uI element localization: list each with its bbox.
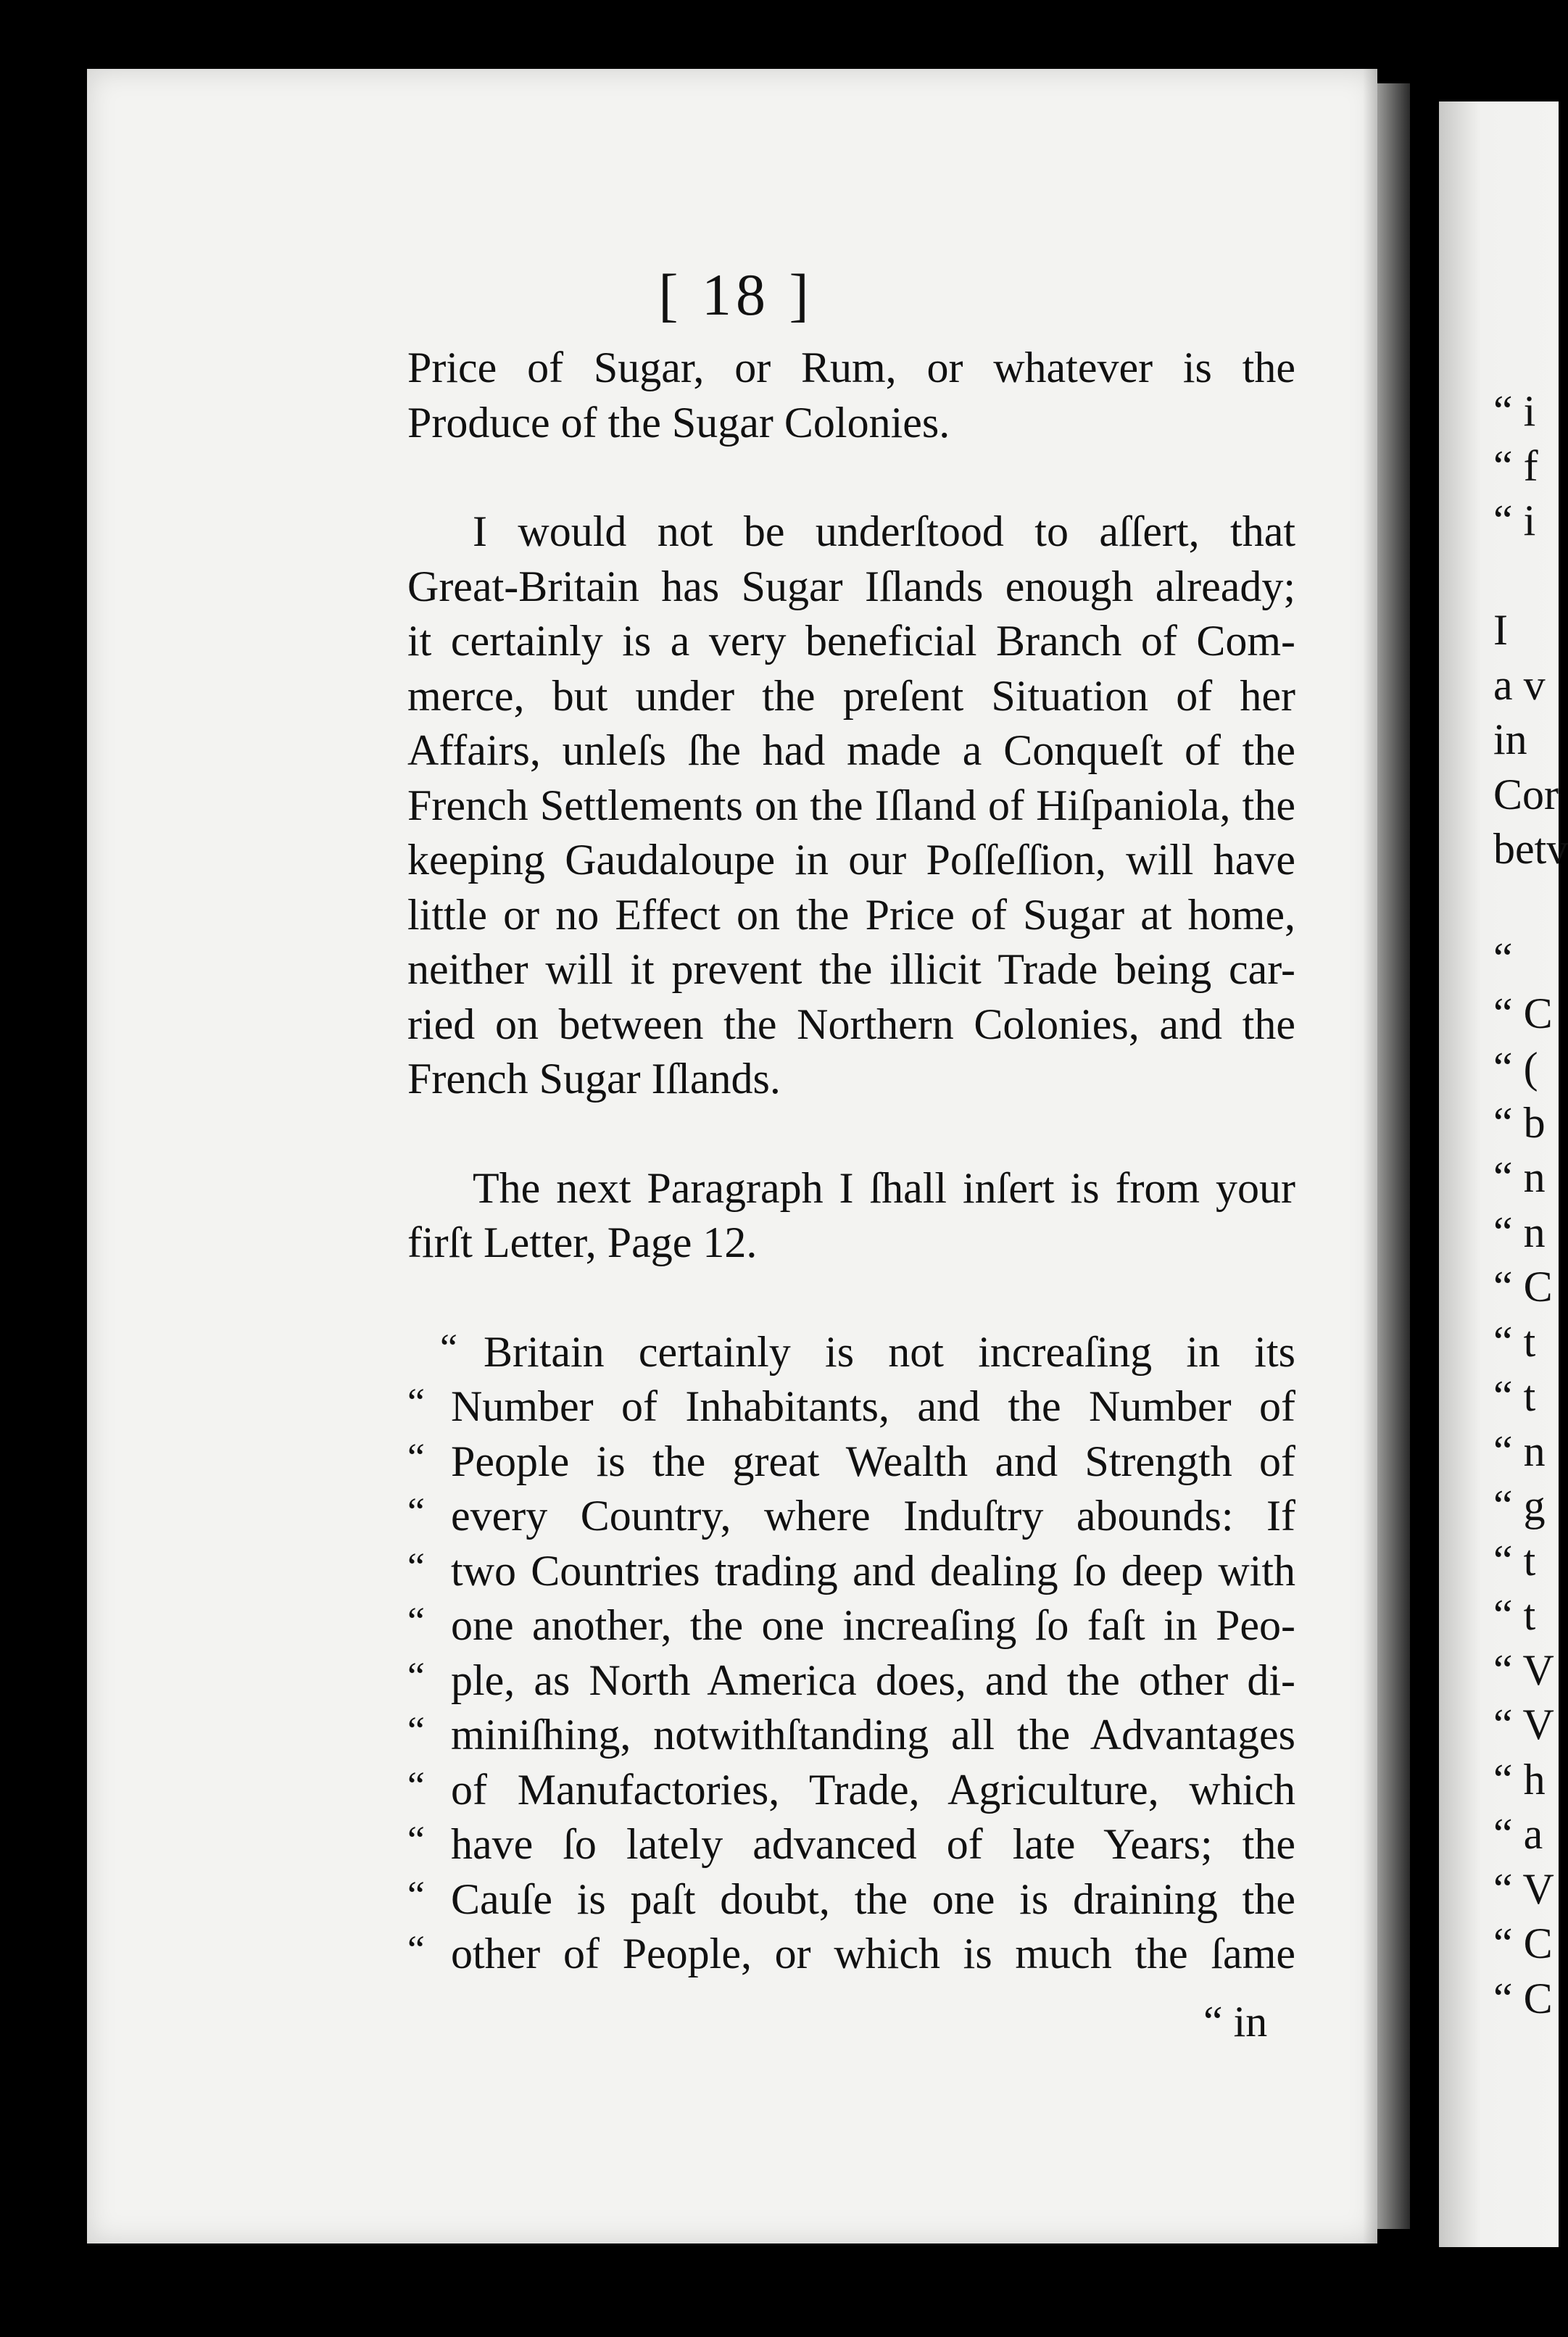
quote-mark: “ xyxy=(407,1653,425,1698)
fragment-line: “ V xyxy=(1493,1864,1554,1913)
quote-text: other of People, or which is much the ſame xyxy=(451,1930,1295,1977)
quote-line xyxy=(440,1325,1295,1380)
fragment-line: “ g xyxy=(1493,1482,1546,1529)
quote-line xyxy=(407,1544,1295,1599)
fragment-line: “ a xyxy=(1493,1810,1543,1858)
text-line: French Sugar Iſlands. xyxy=(407,1055,781,1103)
quote-text: People is the great Wealth and Strength of xyxy=(451,1437,1295,1485)
fragment-line: a v xyxy=(1493,660,1546,709)
quote-line xyxy=(407,1379,1295,1435)
fragment-line: “ t xyxy=(1493,1372,1536,1420)
fragment-line: “ n xyxy=(1493,1153,1546,1201)
fragment-line: I xyxy=(1493,606,1508,654)
quote-mark: “ xyxy=(407,1763,425,1807)
quote-mark: “ xyxy=(440,1325,457,1369)
text-line: Great-Britain has Sugar Iſlands enough already; xyxy=(407,562,1295,610)
quote-text: miniſhing, notwithſtanding all the Advantages xyxy=(451,1711,1295,1759)
fragment-line: Cor xyxy=(1493,770,1559,818)
fragment-line: “ ( xyxy=(1493,1044,1538,1092)
fragment-line: “ i xyxy=(1493,497,1536,544)
page-number: [ 18 ] xyxy=(658,262,813,328)
quote-mark: “ xyxy=(407,1544,425,1588)
fragment-line: “ f xyxy=(1493,441,1538,490)
quote-mark: “ xyxy=(407,1927,425,1971)
quote-line xyxy=(407,1489,1295,1544)
catchword: “ in xyxy=(1203,1998,1268,2046)
fragment-line: betv xyxy=(1493,825,1568,873)
fragment-line xyxy=(1493,877,1568,932)
quote-line xyxy=(407,1927,1295,1982)
quote-text: two Countries trading and dealing ſo deep with xyxy=(451,1546,1295,1595)
quote-mark: “ xyxy=(407,1599,425,1643)
fragment-line: “ C xyxy=(1493,1263,1553,1311)
fragment-line: “ V xyxy=(1493,1701,1554,1748)
fragment-line: “ b xyxy=(1493,1098,1546,1147)
quote-text: every Country, where Induſtry abounds: If xyxy=(451,1492,1295,1540)
quote-text: have ſo lately advanced of late Years; the xyxy=(451,1820,1295,1868)
quote-line xyxy=(407,1872,1295,1927)
fragment-line: “ C xyxy=(1493,1974,1553,2022)
fragment-line xyxy=(1493,549,1568,604)
quote-line xyxy=(407,1598,1295,1653)
fragment-line: “ C xyxy=(1493,989,1553,1037)
fragment-line: “ h xyxy=(1493,1755,1546,1803)
quote-mark: “ xyxy=(407,1490,425,1533)
quote-mark: “ xyxy=(407,1872,425,1917)
fragment-line: “ xyxy=(1493,934,1513,982)
text-line: merce, but under the preſent Situation of her xyxy=(407,671,1295,720)
fragment-line: “ n xyxy=(1493,1427,1546,1475)
text-line: Produce of the Sugar Colonies. xyxy=(407,398,950,447)
quote-line xyxy=(407,1817,1295,1872)
fragment-line: “ t xyxy=(1493,1317,1536,1366)
quote-text: Cauſe is paſt doubt, the one is draining the xyxy=(451,1875,1295,1923)
fragment-line: “ i xyxy=(1493,387,1536,435)
text-line: The next Paragraph I ſhall inſert is from your xyxy=(473,1163,1295,1212)
quote-text: ple, as North America does, and the other di- xyxy=(451,1656,1295,1704)
quote-mark: “ xyxy=(407,1709,425,1752)
text-line: Affairs, unleſs ſhe had made a Conqueſt of the xyxy=(407,726,1295,774)
quote-line xyxy=(407,1708,1295,1763)
quote-line xyxy=(407,1435,1295,1490)
fragment-line: in xyxy=(1493,715,1527,763)
quote-mark: “ xyxy=(407,1818,425,1861)
body-text xyxy=(407,341,1295,1982)
fragment-line: “ V xyxy=(1493,1645,1554,1694)
text-line: keeping Gaudaloupe in our Poſſeſſion, will have xyxy=(407,836,1295,884)
fragment-line: “ t xyxy=(1493,1536,1536,1585)
quote-text: Britain certainly is not increaſing in its xyxy=(484,1327,1295,1376)
text-line: ried on between the Northern Colonies, and the xyxy=(407,1000,1295,1048)
quote-mark: “ xyxy=(407,1380,425,1424)
quote-text: of Manufactories, Trade, Agriculture, which xyxy=(451,1765,1295,1814)
text-line: I would not be underſtood to aſſert, that xyxy=(473,507,1295,555)
text-line: Price of Sugar, or Rum, or whatever is the xyxy=(407,344,1295,391)
quote-text: one another, the one increaſing ſo faſt in Peo- xyxy=(451,1601,1295,1649)
quote-line xyxy=(407,1653,1295,1709)
fragment-line: “ n xyxy=(1493,1208,1546,1256)
text-line: neither will it prevent the illicit Trade being car- xyxy=(407,945,1295,993)
text-line: French Settlements on the Iſland of Hiſpaniola, the xyxy=(407,781,1295,829)
text-line: it certainly is a very beneficial Branch of Com- xyxy=(407,617,1295,665)
text-line: firſt Letter, Page 12. xyxy=(407,1219,758,1266)
quote-line xyxy=(407,1763,1295,1818)
right-page-fragments xyxy=(1493,384,1568,2026)
fragment-line: “ t xyxy=(1493,1591,1536,1639)
quote-text: Number of Inhabitants, and the Number of xyxy=(451,1382,1295,1430)
fragment-line: “ C xyxy=(1493,1919,1553,1967)
text-line: little or no Effect on the Price of Sugar at home, xyxy=(407,890,1295,939)
page-edge xyxy=(1377,83,1410,2229)
quote-mark: “ xyxy=(407,1435,425,1479)
